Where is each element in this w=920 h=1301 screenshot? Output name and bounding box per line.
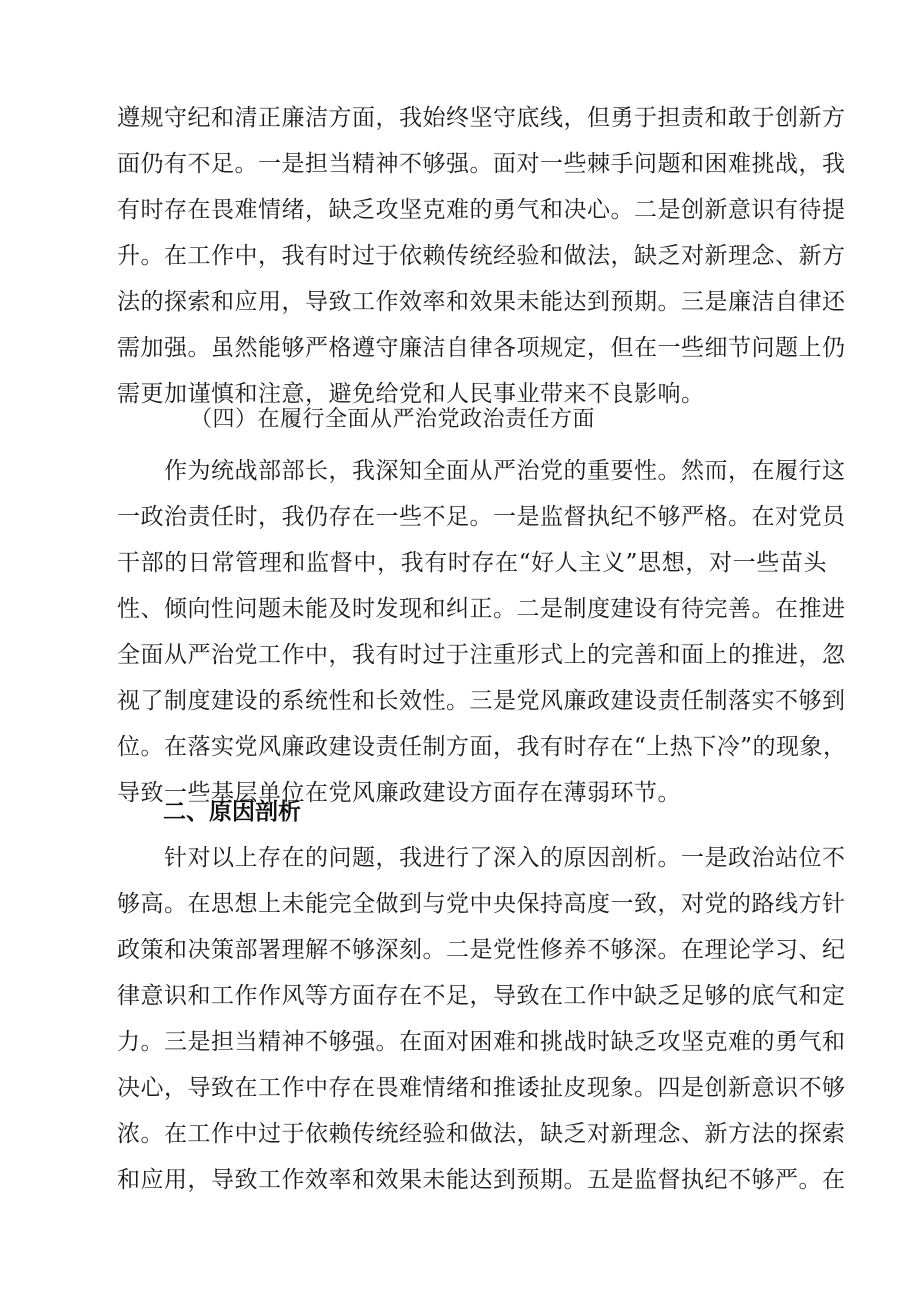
paragraph-line: 力。三是担当精神不够强。在面对困难和挑战时缺乏攻坚克难的勇气和 [117,1029,846,1055]
paragraph-line: 法的探索和应用，导致工作效率和效果未能达到预期。三是廉洁自律还 [117,289,846,315]
paragraph-line: 升。在工作中，我有时过于依赖传统经验和做法，缺乏对新理念、新方 [117,243,846,269]
paragraph-line: 全面从严治党工作中，我有时过于注重形式上的完善和面上的推进，忽 [117,642,846,668]
paragraph-line: 性、倾向性问题未能及时发现和纠正。二是制度建设有待完善。在推进 [117,596,846,622]
paragraph-line: 面仍有不足。一是担当精神不够强。面对一些棘手问题和困难挑战，我 [117,151,846,177]
paragraph-line: 浓。在工作中过于依赖传统经验和做法，缺乏对新理念、新方法的探索 [117,1121,846,1147]
section-heading-4: （四）在履行全面从严治党政治责任方面 [190,407,596,432]
paragraph-line: 需加强。虽然能够严格遵守廉洁自律各项规定，但在一些细节问题上仍 [117,335,846,361]
paragraph-integrity-discipline [117,95,846,417]
paragraph-cause-analysis [117,835,846,1203]
paragraph-line: 需更加谨慎和注意，避免给党和人民事业带来不良影响。 [117,381,705,407]
paragraph-line: 决心，导致在工作中存在畏难情绪和推诿扯皮现象。四是创新意识不够 [117,1075,846,1101]
paragraph-line: 政策和决策部署理解不够深刻。二是党性修养不够深。在理论学习、纪 [117,937,846,963]
paragraph-line: 作为统战部部长，我深知全面从严治党的重要性。然而，在履行这 [117,458,846,484]
paragraph-line: 干部的日常管理和监督中，我有时存在“好人主义”思想，对一些苗头 [117,550,827,576]
paragraph-line: 针对以上存在的问题，我进行了深入的原因剖析。一是政治站位不 [117,845,846,871]
paragraph-line: 视了制度建设的系统性和长效性。三是党风廉政建设责任制落实不够到 [117,688,846,714]
paragraph-line: 律意识和工作作风等方面存在不足，导致在工作中缺乏足够的底气和定 [117,983,846,1009]
paragraph-line: 导致一些基层单位在党风廉政建设方面存在薄弱环节。 [117,780,681,806]
section-heading-cause-analysis: 二、原因剖析 [163,799,301,825]
paragraph-line: 够高。在思想上未能完全做到与党中央保持高度一致，对党的路线方针 [117,891,846,917]
paragraph-line: 有时存在畏难情绪，缺乏攻坚克难的勇气和决心。二是创新意识有待提 [117,197,846,223]
paragraph-line: 遵规守纪和清正廉洁方面，我始终坚守底线，但勇于担责和敢于创新方 [117,105,846,131]
paragraph-line: 一政治责任时，我仍存在一些不足。一是监督执纪不够严格。在对党员 [117,504,846,530]
paragraph-line: 和应用，导致工作效率和效果未能达到预期。五是监督执纪不够严。在 [117,1167,846,1193]
paragraph-party-governance [117,448,847,816]
paragraph-line: 位。在落实党风廉政建设责任制方面，我有时存在“上热下冷”的现象， [117,734,847,760]
